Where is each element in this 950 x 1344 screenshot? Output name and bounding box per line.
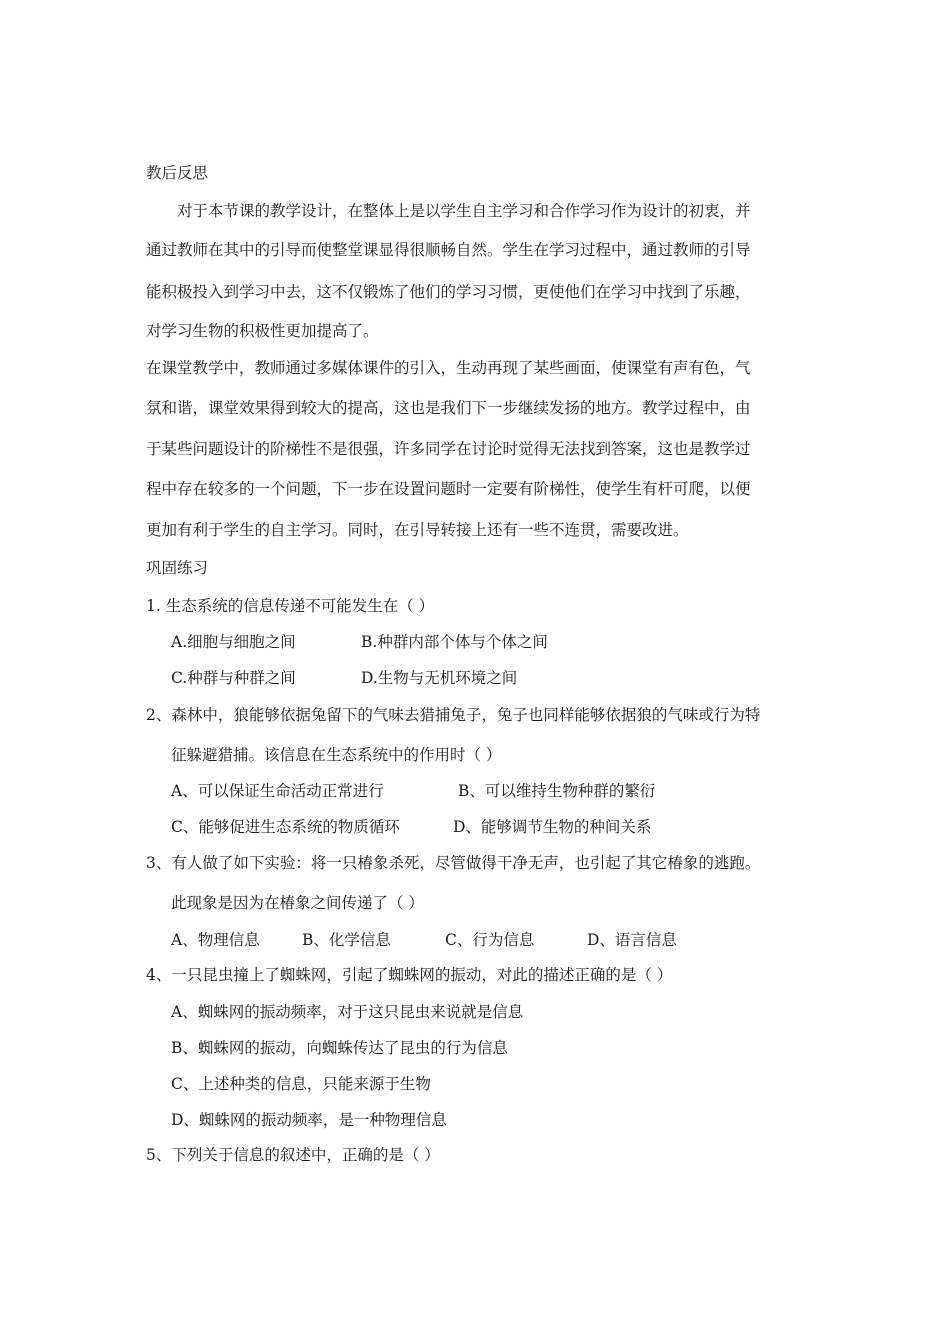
exercises-heading: 巩固练习 (146, 559, 209, 577)
question-2-stem-cont: 征躲避猎捕。该信息在生态系统中的作用时（ ） (171, 746, 502, 764)
question-3-stem-cont: 此现象是因为在椿象之间传递了（ ） (171, 894, 424, 912)
question-3-option-d: D、语言信息 (587, 931, 677, 949)
question-5-stem: 5、下列关于信息的叙述中，正确的是（ ） (146, 1146, 440, 1164)
question-2-option-b: B、可以维持生物种群的繁衍 (458, 782, 656, 800)
question-4-stem: 4、一只昆虫撞上了蜘蛛网，引起了蜘蛛网的振动，对此的描述正确的是（ ） (146, 966, 673, 984)
question-1-option-c: C.种群与种群之间 (171, 669, 296, 687)
question-2-option-a: A、可以保证生命活动正常进行 (171, 782, 384, 800)
reflection-para1-line2: 通过教师在其中的引导而使整堂课显得很顺畅自然。学生在学习过程中，通过教师的引导 (146, 241, 751, 259)
question-2-stem: 2、森林中，狼能够依据兔留下的气味去猎捕兔子，兔子也同样能够依据狼的气味或行为特 (146, 706, 761, 724)
reflection-para2-line4: 程中存在较多的一个问题，下一步在设置问题时一定要有阶梯性，使学生有杆可爬，以便 (146, 480, 751, 498)
reflection-para1-line1: 对于本节课的教学设计，在整体上是以学生自主学习和合作学习作为设计的初衷，并 (177, 202, 751, 220)
question-2-option-c: C、能够促进生态系统的物质循环 (171, 818, 400, 836)
reflection-para2-line1: 在课堂教学中，教师通过多媒体课件的引入，生动再现了某些画面，使课堂有声有色，气 (146, 359, 751, 377)
question-4-option-d: D、蜘蛛网的振动频率，是一种物理信息 (171, 1111, 447, 1129)
reflection-para1-line3: 能积极投入到学习中去，这不仅锻炼了他们的学习习惯，更使他们在学习中找到了乐趣， (146, 283, 751, 301)
reflection-para1-line4: 对学习生物的积极性更加提高了。 (146, 322, 379, 340)
question-1-stem: 1. 生态系统的信息传递不可能发生在（ ） (146, 597, 435, 615)
question-2-option-d: D、能够调节生物的种间关系 (453, 818, 652, 836)
question-3-option-a: A、物理信息 (171, 931, 260, 949)
question-4-option-a: A、蜘蛛网的振动频率，对于这只昆虫来说就是信息 (171, 1003, 524, 1021)
reflection-para2-line2: 氛和谐，课堂效果得到较大的提高，这也是我们下一步继续发扬的地方。教学过程中，由 (146, 399, 751, 417)
question-3-option-b: B、化学信息 (302, 931, 391, 949)
question-1-option-b: B.种群内部个体与个体之间 (361, 633, 548, 651)
question-1-option-a: A.细胞与细胞之间 (171, 633, 296, 651)
question-4-option-b: B、蜘蛛网的振动，向蜘蛛传达了昆虫的行为信息 (171, 1039, 508, 1057)
reflection-para2-line3: 于某些问题设计的阶梯性不是很强，许多同学在讨论时觉得无法找到答案，这也是教学过 (146, 440, 751, 458)
question-3-option-c: C、行为信息 (445, 931, 535, 949)
reflection-heading: 教后反思 (146, 164, 209, 182)
question-4-option-c: C、上述种类的信息，只能来源于生物 (171, 1075, 431, 1093)
question-3-stem: 3、有人做了如下实验：将一只椿象杀死，尽管做得干净无声，也引起了其它椿象的逃跑。 (146, 854, 761, 872)
reflection-para2-line5: 更加有利于学生的自主学习。同时，在引导转接上还有一些不连贯，需要改进。 (146, 521, 689, 539)
question-1-option-d: D.生物与无机环境之间 (361, 669, 518, 687)
